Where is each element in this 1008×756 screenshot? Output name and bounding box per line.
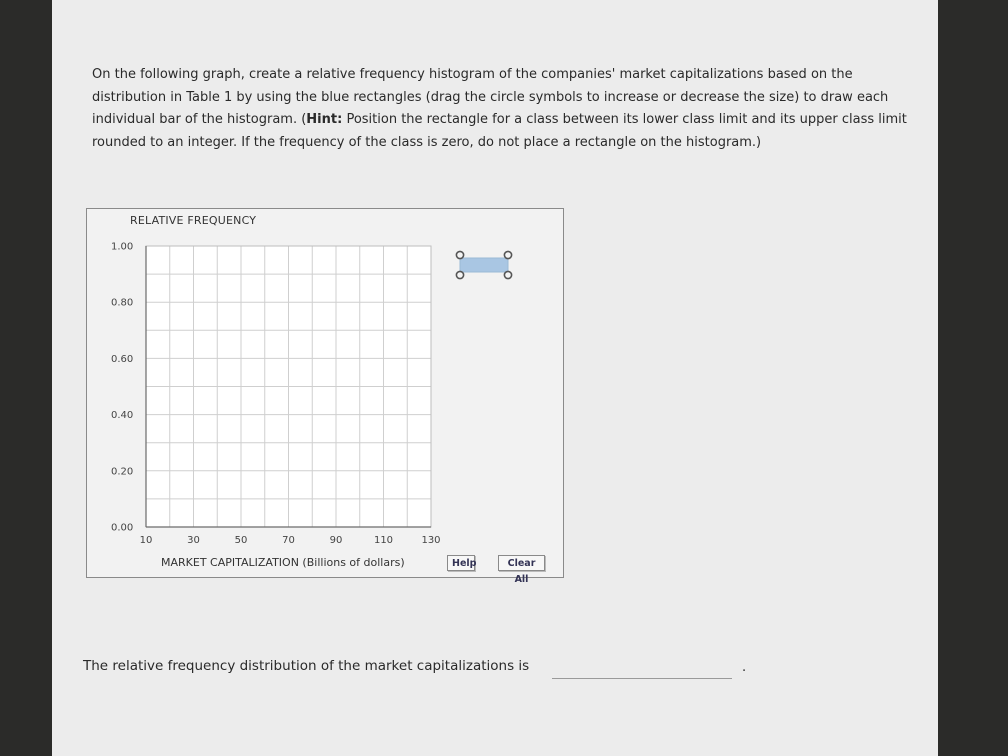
histogram-graph-tool xyxy=(86,208,564,585)
y-tick-label: 0.60 xyxy=(111,353,134,365)
clear-all-button[interactable]: Clear All xyxy=(498,555,545,571)
x-tick-label: 130 xyxy=(421,535,441,546)
y-tick-label: 0.00 xyxy=(111,522,134,534)
y-tick-label: 1.00 xyxy=(111,241,134,253)
y-tick-label: 0.40 xyxy=(111,410,134,422)
help-button[interactable]: Help xyxy=(447,555,475,571)
x-tick-label: 10 xyxy=(139,535,153,546)
y-tick-label: 0.20 xyxy=(111,466,134,478)
instructions-text: On the following graph, create a relative frequency histogram of the companies' market capitalizations based on the distribution in Table 1 by using the blue rectangles (drag the circle symbols to increase or decrease the size) to draw each individual bar of the histogram. (Hint: Position the rectangle for a class between its lower class limit and its upper class limit rounded to an integer. If the frequency of the class is zero, do not place a rectangle on the histogram.) xyxy=(92,67,907,150)
histogram-chart[interactable] xyxy=(87,209,563,577)
y-axis-title: RELATIVE FREQUENCY xyxy=(130,214,257,227)
x-tick-label: 70 xyxy=(282,535,295,546)
resize-handle-icon[interactable] xyxy=(504,251,511,258)
y-tick-label: 0.80 xyxy=(111,297,134,309)
x-axis-title: MARKET CAPITALIZATION (Billions of dollars) xyxy=(161,556,405,569)
x-tick-label: 110 xyxy=(373,535,394,546)
x-tick-label: 90 xyxy=(329,535,343,546)
answer-prompt: The relative frequency distribution of the market capitalizations is xyxy=(83,658,530,674)
x-tick-label: 50 xyxy=(234,535,248,546)
page-content xyxy=(52,0,938,756)
answer-period: . xyxy=(742,660,747,675)
hint-label: Hint: xyxy=(306,112,343,127)
resize-handle-icon[interactable] xyxy=(456,271,463,278)
answer-dropdown-blank[interactable] xyxy=(552,678,732,679)
drag-rectangle-tool[interactable] xyxy=(460,258,508,272)
resize-handle-icon[interactable] xyxy=(504,271,511,278)
resize-handle-icon[interactable] xyxy=(456,251,463,258)
x-tick-label: 30 xyxy=(187,535,200,546)
